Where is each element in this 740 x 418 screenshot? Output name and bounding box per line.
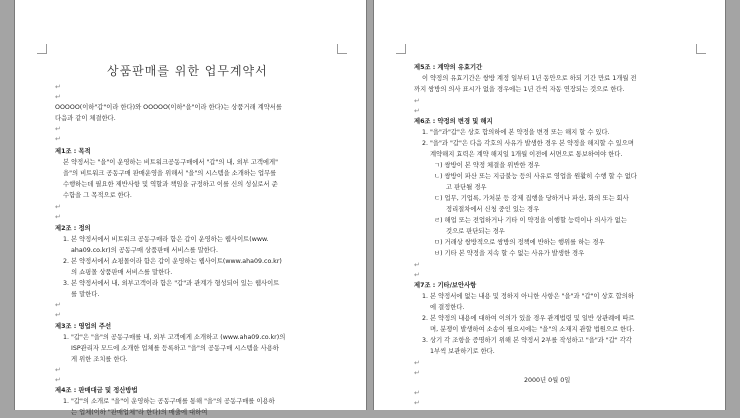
article-3-line: ISP관리자 모드에 소개한 업체를 등록하고 "을"의 공동구매 시스템을 사용하	[71, 345, 279, 352]
article-6-line: ㅂ) 기타 본 약정을 지속 할 수 없는 사유가 발생한 경우	[434, 250, 585, 257]
article-2-heading: 제2조 : 정의	[55, 225, 91, 232]
paragraph-mark: ↵	[414, 359, 420, 367]
article-6-line: 1. "을"과"갑"은 상호 합의하에 본 약정을 변경 또는 해지 할 수 있다.	[422, 129, 610, 136]
article-5-heading: 제5조 : 계약의 유효기간	[414, 64, 483, 71]
article-2-line: 를 말한다.	[71, 291, 100, 298]
document-title: 상품판매를 위한 업무계약서	[107, 64, 268, 78]
article-7-line: 며, 분쟁이 발생하여 소송이 필요시에는 "을"의 소재지 관할 법원으로 한다.	[430, 326, 635, 333]
article-2-line: 의 쇼핑몰 상품판매 서비스를 말한다.	[71, 269, 173, 276]
article-5-line: 이 약정의 유효기간은 쌍방 계정 일부터 1년 동안으로 하되 기간 만료 1개월 전	[422, 75, 637, 82]
paragraph-mark: ↵	[414, 389, 420, 397]
paragraph-mark: ↵	[55, 203, 61, 211]
contract-date: 2000년 0월 0일	[524, 377, 571, 384]
article-6-line: 것으로 판단되는 경우	[446, 228, 505, 235]
paragraph-mark: ↵	[55, 366, 61, 374]
article-6-heading: 제6조 : 약정의 변경 및 해지	[414, 118, 493, 125]
article-6-line: ㄴ) 쌍방이 파산 또는 지급불능 등의 사유로 영업을 원활히 수행 할 수 없다	[434, 173, 637, 180]
paragraph-mark: ↵	[414, 107, 420, 115]
article-6-line: 계약해지 효력은 계약 해지일 1개월 이전에 서면으로 통보하여야 한다.	[430, 151, 623, 158]
article-1-line: 수행하는데 필요한 제반사항 및 역할과 책임을 규정하고 이를 신의 성실로서 준	[63, 181, 278, 188]
article-6-line: ㅁ) 거래상 쌍방적으로 쌍방의 정책에 반하는 행위를 하는 경우	[434, 239, 605, 246]
article-5-line: 까지 쌍방의 의사 표시가 없을 경우에는 1년 간씩 자동 연장되는 것으로 한다.	[414, 86, 625, 93]
article-3-line: 1. "갑"은 "을"의 공동구매를 내, 외부 고객에게 소개하고 (www.aha09.co.kr)의	[63, 334, 286, 341]
paragraph-mark: ↵	[55, 213, 61, 221]
paragraph-mark: ↵	[55, 301, 61, 309]
paragraph-mark: ↵	[414, 97, 420, 105]
article-7-line: 1. 본 약정서에 없는 내용 및 정하지 아니한 사항은 "을"과 "갑"이 상호 합의하	[422, 293, 634, 300]
document-page-right	[373, 0, 726, 410]
intro-line: 다음과 같이 체결한다.	[55, 115, 116, 122]
article-6-line: 2. "을"과 "갑"은 다음 각호의 사유가 발생한 경우 본 약정을 해지할 수 있으며	[422, 140, 634, 147]
article-6-line: 고 판단될 경우	[446, 184, 487, 191]
article-7-line: 에 결정한다.	[430, 304, 465, 311]
article-3-line: 게 위한 조치를 한다.	[71, 356, 128, 363]
intro-line: OOOOO(이하"갑"이라 한다)와 OOOOO(이하"을"이라 한다)는 상품거래 계약서를	[55, 104, 282, 111]
article-1-line: 수함을 그 목적으로 한다.	[63, 192, 132, 199]
article-4-heading: 제4조 : 판매대금 및 정산방법	[55, 387, 138, 394]
article-7-line: 1부씩 보관하기로 한다.	[430, 348, 495, 355]
paragraph-mark: ↵	[55, 93, 61, 101]
article-6-line: ㄹ) 해업 또는 전업하거나 기타 이 약정을 이행할 능력이나 의사가 없는	[434, 217, 627, 224]
paragraph-mark: ↵	[55, 125, 61, 133]
article-7-line: 2. 본 약정의 내용에 대하여 이의가 있을 경우 관계법령 및 일반 상관례에 따르	[422, 315, 635, 322]
article-3-heading: 제3조 : 영업의 주선	[55, 323, 112, 330]
paragraph-mark: ↵	[414, 399, 420, 407]
paragraph-mark: ↵	[414, 271, 420, 279]
paragraph-mark: ↵	[55, 135, 61, 143]
article-7-line: 3. 상기 각 조항을 증명하기 위해 본 약정서 2부를 작성하고 "을"과 "갑" 각각	[422, 337, 632, 344]
article-6-line: ㄱ) 쌍방이 본 약정 체결을 위반한 경우	[434, 162, 540, 169]
article-7-heading: 제7조 : 기타/보안사항	[414, 282, 477, 289]
article-2-line: 3. 본 약정서에서 내, 외부고객이라 함은 "갑"과 관계가 형성되어 있는 웹사이트	[63, 280, 280, 287]
article-6-line: 정리절차에서 신청 중인 있는 경우	[446, 206, 540, 213]
article-2-line: 2. 본 약정서에서 쇼핑몰이라 함은 갑이 운영하는 웹사이트(www.aha09.co.kr)	[63, 258, 282, 265]
paragraph-mark: ↵	[414, 261, 420, 269]
article-1-line: 본 약정서는 "을"이 운영하는 비트워크공동구매에서 "갑"의 내, 외부 고객에게"	[63, 159, 278, 166]
page-content	[15, 0, 366, 416]
paragraph-mark: ↵	[55, 376, 61, 384]
article-1-heading: 제1조 : 목적	[55, 148, 91, 155]
article-6-line: ㄷ) 업무, 기업록, 가처분 등 강제 집행을 당하거나 파산, 화의 또는 회사	[434, 195, 629, 202]
article-4-line: 는 업체(이하 "판매업체"라 한다)의 매출에 대하여	[71, 409, 208, 416]
article-1-line: 을"의 비트워크 공동구매 판매운영을 위해서 "을"의 시스템을 소개하는 업무를	[63, 170, 277, 177]
article-4-line: 1. "갑"의 소개로 "을"이 운영하는 공동구매를 통해 "을"의 공동구매를 이용하	[63, 398, 275, 405]
article-2-line: 1. 본 약정서에서 비트워크 공동구매라 함은 갑이 운영하는 웹사이트(www.	[63, 236, 269, 243]
paragraph-mark: ↵	[55, 83, 61, 91]
page-content	[374, 0, 725, 410]
article-2-line: aha09.co.kr)의 공동구매 상품판매 서비스를 말한다.	[71, 247, 218, 254]
document-page-left	[14, 0, 367, 416]
paragraph-mark: ↵	[55, 311, 61, 319]
paragraph-mark: ↵	[414, 369, 420, 377]
